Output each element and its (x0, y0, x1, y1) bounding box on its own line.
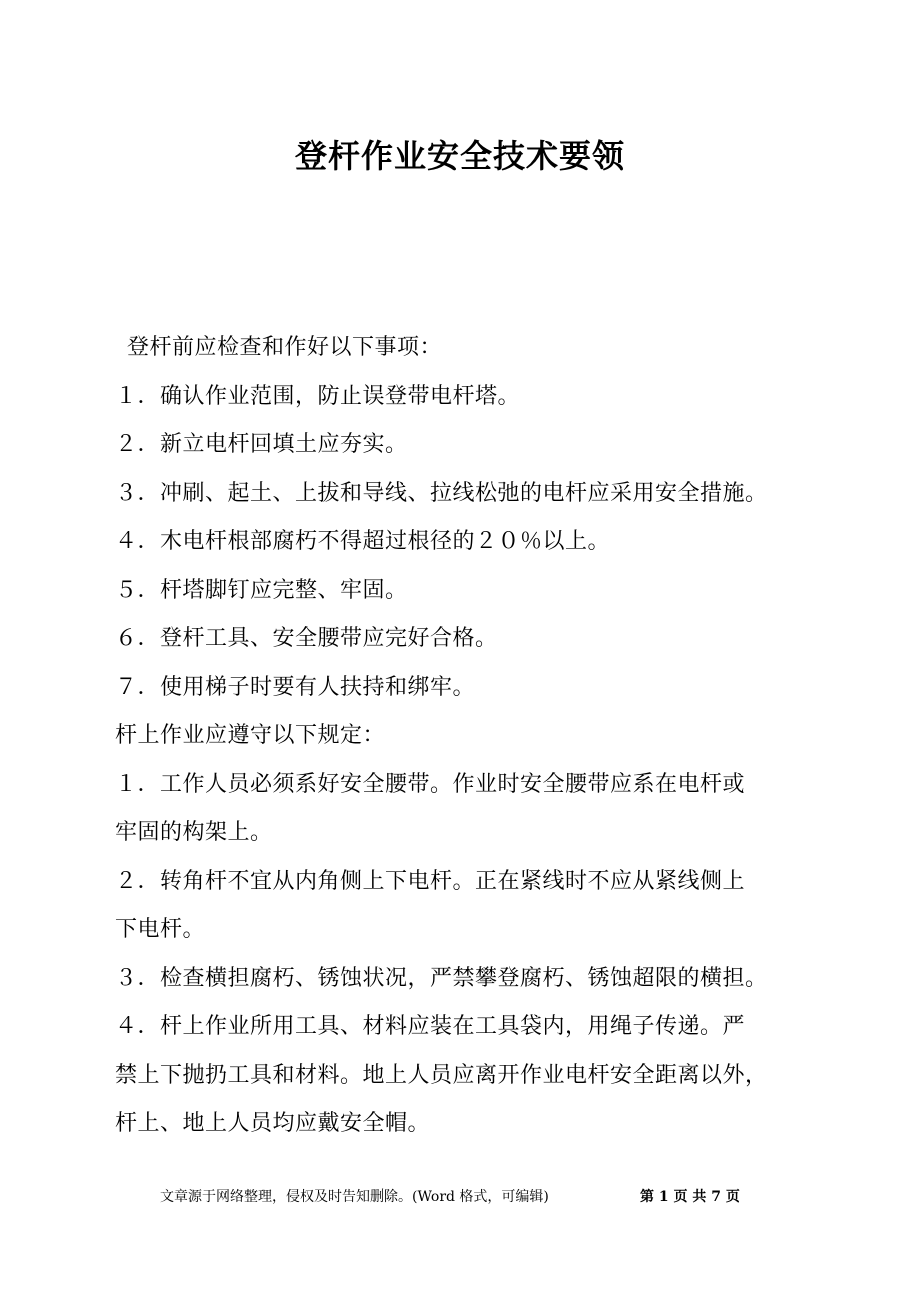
paragraph-line: ６．登杆工具、安全腰带应完好合格。 (115, 626, 498, 651)
paragraph-line: 牢固的构架上。 (115, 820, 273, 845)
paragraph-line: ３．冲刷、起土、上拔和导线、拉线松弛的电杆应采用安全措施。 (115, 480, 768, 506)
paragraph-line: ４．木电杆根部腐朽不得超过根径的２０％以上。 (115, 529, 611, 554)
paragraph-line: 禁上下抛扔工具和材料。地上人员应离开作业电杆安全距离以外， (115, 1062, 768, 1088)
page-number: 第 1 页 共 7 页 (640, 1189, 740, 1205)
section-heading-before-climbing: 登杆前应检查和作好以下事项： (127, 335, 443, 360)
paragraph-line: １．确认作业范围，防止误登带电杆塔。 (115, 383, 521, 409)
paragraph-line: 杆上、地上人员均应戴安全帽。 (115, 1111, 431, 1136)
document-body (115, 324, 835, 1149)
footer-note: 文章源于网络整理，侵权及时告知删除。(Word 格式，可编辑) (160, 1189, 549, 1205)
paragraph-line: ５．杆塔脚钉应完整、牢固。 (115, 577, 408, 603)
section-heading-on-pole: 杆上作业应遵守以下规定： (115, 723, 386, 748)
paragraph-line: ２．转角杆不宜从内角侧上下电杆。正在紧线时不应从紧线侧上 (115, 868, 746, 894)
paragraph-line: ４．杆上作业所用工具、材料应装在工具袋内，用绳子传递。严 (115, 1014, 746, 1039)
paragraph-line: ７．使用梯子时要有人扶持和绑牢。 (115, 674, 476, 700)
page-title: 登杆作业安全技术要领 (294, 137, 625, 175)
paragraph-line: １．工作人员必须系好安全腰带。作业时安全腰带应系在电杆或 (115, 771, 746, 797)
paragraph-line: ３．检查横担腐朽、锈蚀状况，严禁攀登腐朽、锈蚀超限的横担。 (115, 965, 768, 991)
paragraph-line: ２．新立电杆回填土应夯实。 (115, 432, 408, 457)
paragraph-line: 下电杆。 (115, 917, 206, 942)
